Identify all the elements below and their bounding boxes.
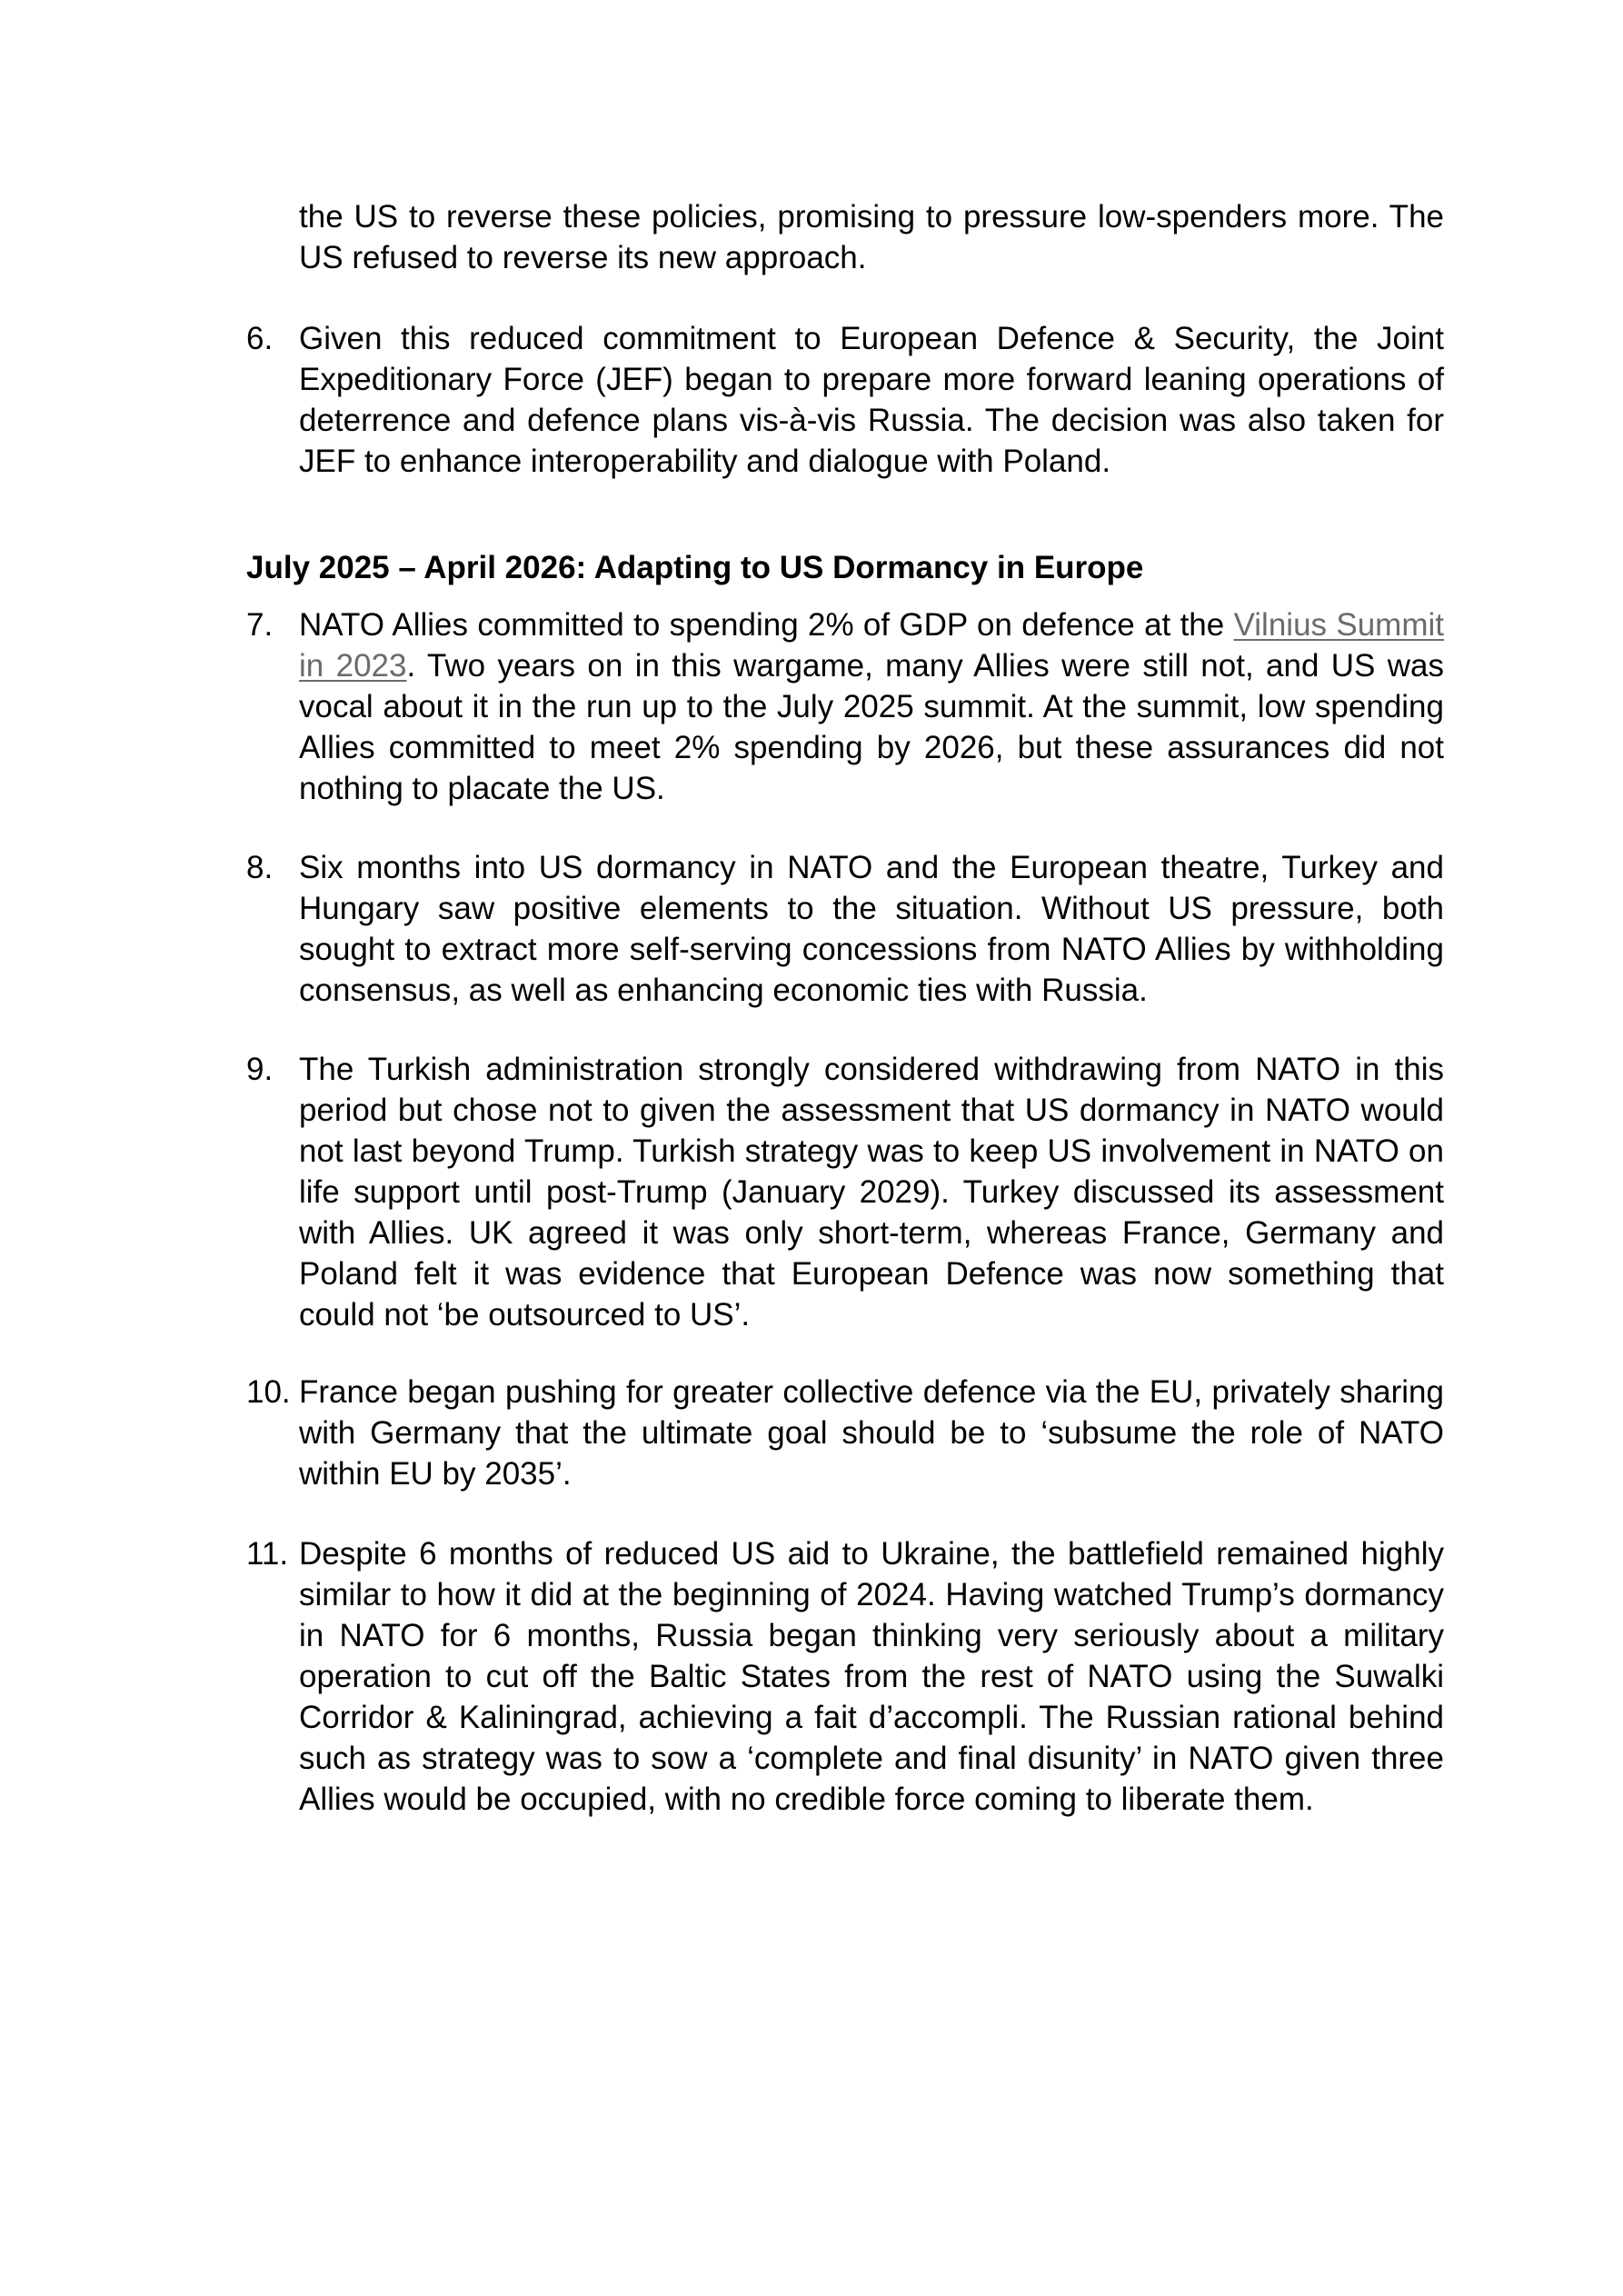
list-item-number: 11.: [246, 1536, 289, 1572]
list-item-number: 8.: [246, 850, 274, 885]
list-item-number: 10.: [246, 1374, 291, 1410]
list-item-number: 6.: [246, 321, 274, 356]
list-item-text-before-link: NATO Allies committed to spending 2% of GDP on defence at the: [299, 607, 1234, 643]
vilnius-summit-link[interactable]: Vilnius Summit in 2023: [299, 607, 1444, 684]
list-item-6: [246, 318, 1444, 482]
list-item-text: Despite 6 months of reduced US aid to Ukraine, the battlefield remained highly similar to how it did at the beginning of 2024. Having watched Trump’s dormancy in NATO for 6 months, Russia began thinking very seriously about a military operation to cut off the Baltic States from the rest of NATO using the Suwalki Corridor & Kaliningrad, achieving a fait d’accompli. The Russian rational behind such as strategy was to sow a ‘complete and final disunity’ in NATO given three Allies would be occupied, with no credible force coming to liberate them.: [299, 1536, 1444, 1817]
list-item-text-after-link: . Two years on in this wargame, many Allies were still not, and US was vocal about it in the run up to the July 2025 summit. At the summit, low spending Allies committed to meet 2% spending by 2026, but these assurances did not nothing to placate the US.: [299, 648, 1444, 806]
list-item-text: The Turkish administration strongly considered withdrawing from NATO in this period but chose not to given the assessment that US dormancy in NATO would not last beyond Trump. Turkish strategy was to keep US involvement in NATO on life support until post-Trump (January 2029). Turkey discussed its assessment with Allies. UK agreed it was only short-term, whereas France, Germany and Poland felt it was evidence that European Defence was now something that could not ‘be outsourced to US’.: [299, 1052, 1444, 1333]
list-item-number: 7.: [246, 607, 274, 643]
list-item-11: [246, 1533, 1444, 1820]
list-item-text: [299, 604, 1444, 809]
continued-paragraph: the US to reverse these policies, promising to pressure low-spenders more. The US refused to reverse its new approach.: [299, 199, 1444, 275]
list-item-10: [246, 1372, 1444, 1494]
list-item-number: 9.: [246, 1052, 274, 1087]
list-item-8: [246, 847, 1444, 1011]
section-heading: July 2025 – April 2026: Adapting to US Dormancy in Europe: [246, 550, 1144, 585]
list-item-text: Six months into US dormancy in NATO and the European theatre, Turkey and Hungary saw positive elements to the situation. Without US pressure, both sought to extract more self-serving concessions from NATO Allies by withholding consensus, as well as enhancing economic ties with Russia.: [299, 850, 1444, 1008]
list-item-text: France began pushing for greater collective defence via the EU, privately sharing with Germany that the ultimate goal should be to ‘subsume the role of NATO within EU by 2035’.: [299, 1374, 1444, 1492]
list-item-7: [246, 604, 1444, 809]
list-item-9: [246, 1049, 1444, 1335]
list-item-text: Given this reduced commitment to European Defence & Security, the Joint Expeditionary Force (JEF) began to prepare more forward leaning operations of deterrence and defence plans vis-à-vis Russia. The decision was also taken for JEF to enhance interoperability and dialogue with Poland.: [299, 321, 1444, 479]
